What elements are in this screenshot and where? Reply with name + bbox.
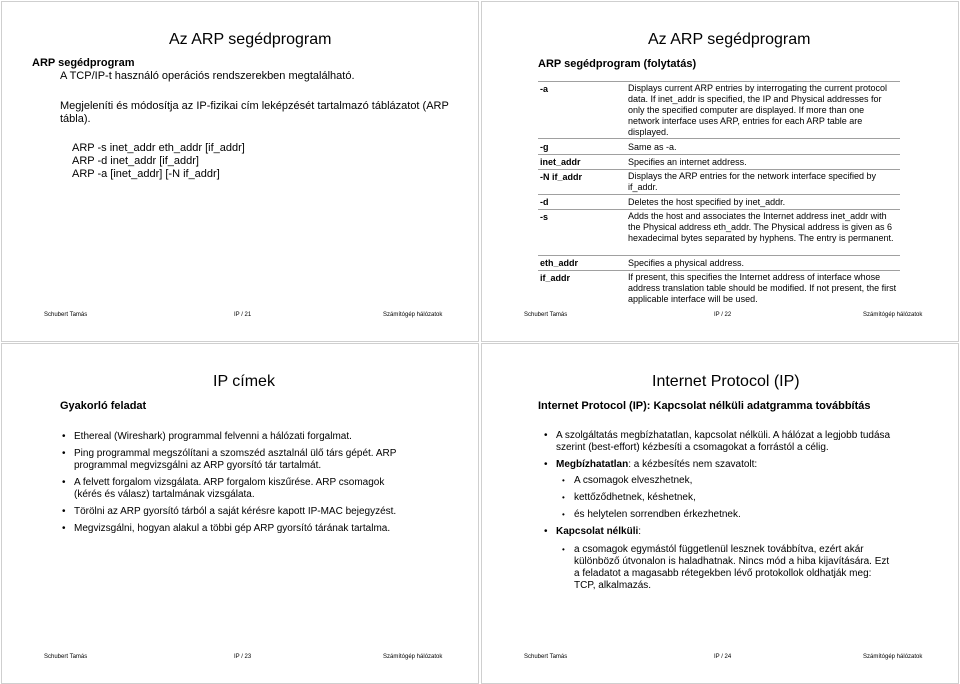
slide-subtitle: ARP segédprogram	[32, 57, 135, 69]
slide-title: IP címek	[213, 373, 275, 390]
syntax-line: ARP -s inet_addr eth_addr [if_addr]	[72, 142, 245, 154]
list-item: • Kapcsolat nélküli: • a csomagok egymástól függetlenül lesznek továbbítva, ezért akár különböző útvonalon is haladhatnak. Nincs mód a hiba kijavítására. Ezt a feladatot a magasabb rétegekben lévő protokollok oldhatják meg: TCP, alkalmazás.	[540, 526, 950, 592]
paragraph-2-line-2: tábla).	[60, 113, 91, 125]
footer-author: Schubert Tamás	[524, 312, 568, 318]
sub-list-item: • a csomagok egymástól függetlenül lesznek továbbítva, ezért akár különböző útvonalon is haladhatnak. Nincs mód a hiba kijavítására. Ezt a feladatot a magasabb rétegekben lévő protokollok oldhatják meg: TCP, alkalmazás.	[562, 544, 890, 591]
footer-page: IP / 24	[714, 654, 732, 660]
footer-course: Számítógép hálózatok	[863, 654, 923, 660]
table-divider	[538, 270, 900, 271]
sub-list-item: • kettőződhetnek, késhetnek,	[562, 492, 696, 503]
footer-course: Számítógép hálózatok	[863, 312, 923, 318]
table-divider	[538, 81, 900, 82]
bullet-icon: •	[544, 459, 548, 470]
option-description: Same as -a.	[628, 142, 677, 152]
bullet-icon: •	[544, 430, 548, 441]
footer-course: Számítógép hálózatok	[383, 312, 443, 318]
sub-bullet-icon: •	[562, 493, 565, 502]
footer-page: IP / 21	[234, 312, 252, 318]
slide-ip-23	[1, 343, 479, 684]
option-name: -a	[540, 84, 549, 94]
sub-list-item: • A csomagok elveszhetnek,	[562, 475, 693, 486]
bullet-icon: •	[62, 477, 66, 488]
sub-list	[540, 475, 950, 521]
sub-bullet-icon: •	[562, 545, 565, 554]
option-name: -s	[540, 212, 549, 222]
footer-page: IP / 22	[714, 312, 732, 318]
table-divider	[538, 169, 900, 170]
option-description: Displays current ARP entries by interrogating the current protocol data. If inet_addr is specified, the IP and Physical addresses for only the specified computer are displayed. If more than one network interface uses ARP, entries for each ARP table are displayed.	[628, 83, 887, 137]
slide-subtitle: Gyakorló feladat	[60, 400, 147, 412]
option-name: -g	[540, 142, 549, 152]
slide-ip-21	[1, 1, 479, 342]
bullet-list	[540, 430, 950, 592]
sub-bullet-icon: •	[562, 476, 565, 485]
table-divider	[538, 138, 900, 139]
option-name: -N if_addr	[540, 172, 583, 182]
slide-title: Az ARP segédprogram	[169, 31, 332, 48]
option-description: Specifies an internet address.	[628, 157, 747, 167]
option-description: If present, this specifies the Internet address of interface whose address translation table should be modified. If not present, the first applicable interface will be used.	[628, 272, 897, 304]
option-name: eth_addr	[540, 258, 579, 268]
table-divider	[538, 194, 900, 195]
syntax-line: ARP -d inet_addr [if_addr]	[72, 155, 199, 167]
footer-author: Schubert Tamás	[44, 654, 88, 660]
bullet-icon: •	[62, 523, 66, 534]
list-item: • Ping programmal megszólítani a szomszéd asztalnál ülő társ gépét. ARP programmal megvizsgálni az ARP gyorsító tár tartalmát.	[62, 448, 397, 471]
list-item: • Megbízhatatlan: a kézbesítés nem szavatolt: • A csomagok elveszhetnek, • kettőződhetnek, késhetnek, • és helytelen sorrendben érkezhetnek.	[540, 459, 950, 521]
slide-title: Internet Protocol (IP)	[652, 373, 800, 390]
bullet-icon: •	[544, 526, 548, 537]
sub-list-item: • és helytelen sorrendben érkezhetnek.	[562, 509, 741, 520]
option-description: Specifies a physical address.	[628, 258, 745, 268]
paragraph-2-line-1: Megjeleníti és módosítja az IP-fizikai cím leképzését tartalmazó táblázatot (ARP	[60, 100, 449, 112]
bullet-icon: •	[62, 506, 66, 517]
option-name: -d	[540, 197, 549, 207]
paragraph-1: A TCP/IP-t használó operációs rendszerekben megtalálható.	[60, 70, 355, 82]
list-item: • Törölni az ARP gyorsító tárból a saját kérésre kapott IP-MAC bejegyzést.	[62, 506, 397, 517]
list-item: • A felvett forgalom vizsgálata. ARP forgalom kiszűrése. ARP csomagok (kérés és válasz) tartalmának vizsgálata.	[62, 477, 385, 500]
slide-title: Az ARP segédprogram	[648, 31, 811, 48]
sub-bullet-icon: •	[562, 510, 565, 519]
slide-subtitle: ARP segédprogram (folytatás)	[538, 58, 697, 70]
table-divider	[538, 154, 900, 155]
option-description: Displays the ARP entries for the network interface specified by if_addr.	[628, 171, 876, 192]
syntax-line: ARP -a [inet_addr] [-N if_addr]	[72, 168, 220, 180]
bullet-icon: •	[62, 431, 66, 442]
slide-subtitle: Internet Protocol (IP): Kapcsolat nélküli adatgramma továbbítás	[538, 400, 871, 412]
footer-author: Schubert Tamás	[44, 312, 88, 318]
option-description: Adds the host and associates the Internet address inet_addr with the Physical address eth_addr. The Physical address is given as 6 hexadecimal bytes separated by hyphens. The entry is permanent.	[628, 211, 894, 243]
slide-ip-22	[481, 1, 959, 342]
bullet-list	[58, 431, 458, 535]
footer-course: Számítógép hálózatok	[383, 654, 443, 660]
list-item: • A szolgáltatás megbízhatatlan, kapcsolat nélküli. A hálózat a legjobb tudása szerint (best-effort) kézbesíti a csomagokat a forrástól a célig.	[544, 430, 891, 453]
footer-author: Schubert Tamás	[524, 654, 568, 660]
option-name: if_addr	[540, 273, 571, 283]
footer-page: IP / 23	[234, 654, 252, 660]
list-item: • Ethereal (Wireshark) programmal felvenni a hálózati forgalmat.	[62, 431, 352, 442]
table-divider	[538, 209, 900, 210]
option-name: inet_addr	[540, 157, 581, 167]
sub-list	[540, 544, 950, 592]
list-item: • Megvizsgálni, hogyan alakul a többi gép ARP gyorsító tárának tartalma.	[62, 523, 391, 534]
option-description: Deletes the host specified by inet_addr.	[628, 197, 786, 207]
bullet-icon: •	[62, 448, 66, 459]
slide-ip-24	[481, 343, 959, 684]
table-divider	[538, 255, 900, 256]
